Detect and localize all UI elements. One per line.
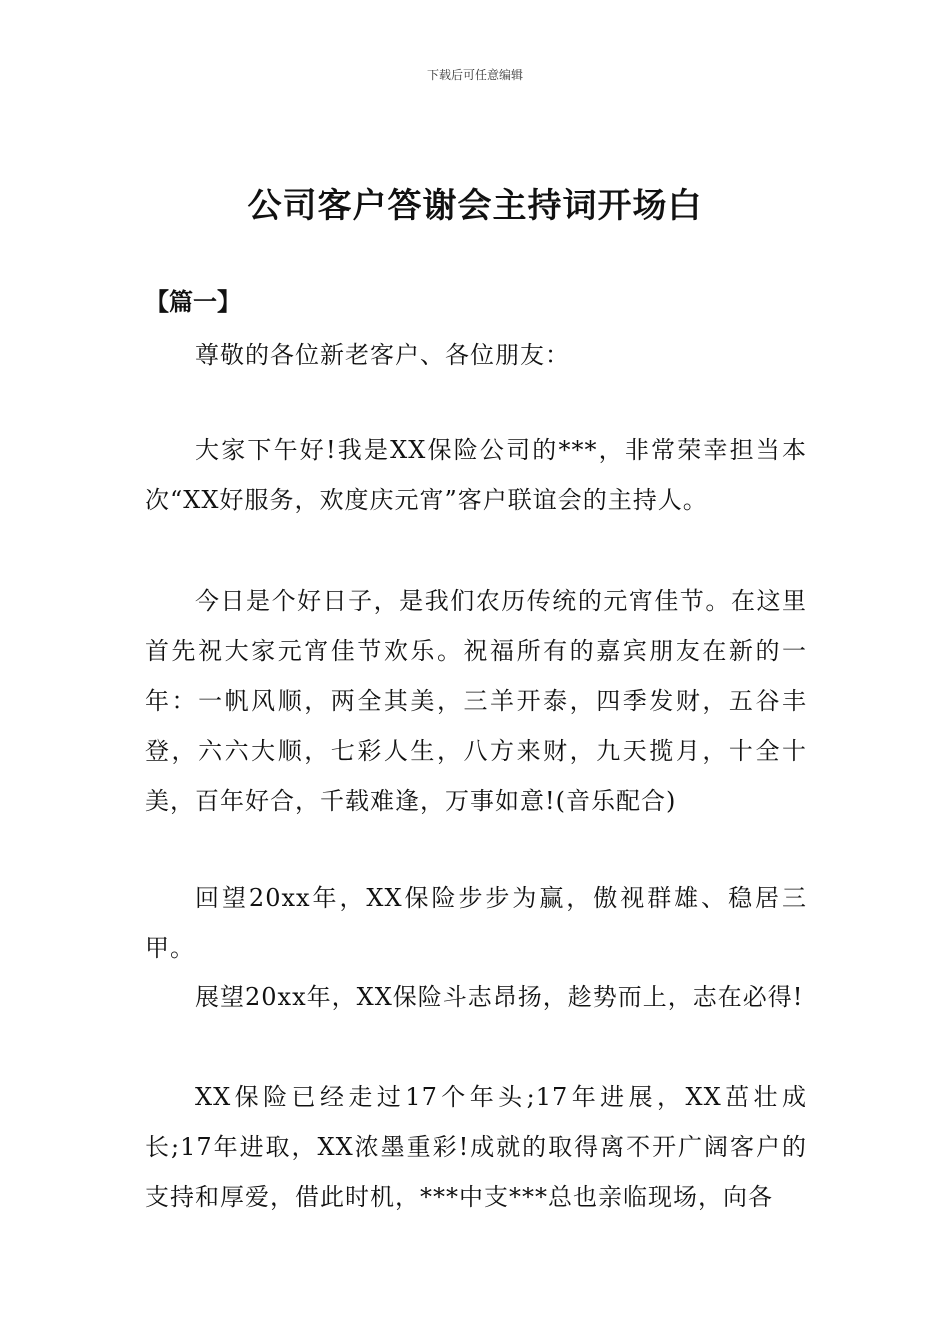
paragraph-review: 回望20xx年，XX保险步步为赢，傲视群雄、稳居三甲。: [145, 884, 807, 962]
paragraph-history: XX保险已经走过17个年头;17年进展，XX茁壮成长;17年进取，XX浓墨重彩!成就的取得离不开广阔客户的支持和厚爱，借此时机，***中支***总也亲临现场，向各: [145, 1083, 807, 1211]
paragraph-outlook: 展望20xx年，XX保险斗志昂扬，趁势而上，志在必得!: [195, 983, 804, 1011]
section-label: 【篇一】: [145, 287, 241, 316]
paragraph-blessing: 今日是个好日子，是我们农历传统的元宵佳节。在这里首先祝大家元宵佳节欢乐。祝福所有的嘉宾朋友在新的一年：一帆风顺，两全其美，三羊开泰，四季发财，五谷丰登，六六大顺，七彩人生，八方来财，九天揽月，十全十美，百年好合，千载难逢，万事如意!(音乐配合): [145, 587, 807, 815]
greeting-paragraph: 尊敬的各位新老客户、各位朋友：: [195, 341, 570, 369]
document-title: 公司客户答谢会主持词开场白: [247, 186, 703, 226]
header-note: 下载后可任意编辑: [426, 68, 523, 82]
paragraph-intro: 大家下午好!我是XX保险公司的***，非常荣幸担当本次“XX好服务，欢度庆元宵”客户联谊会的主持人。: [145, 436, 807, 514]
